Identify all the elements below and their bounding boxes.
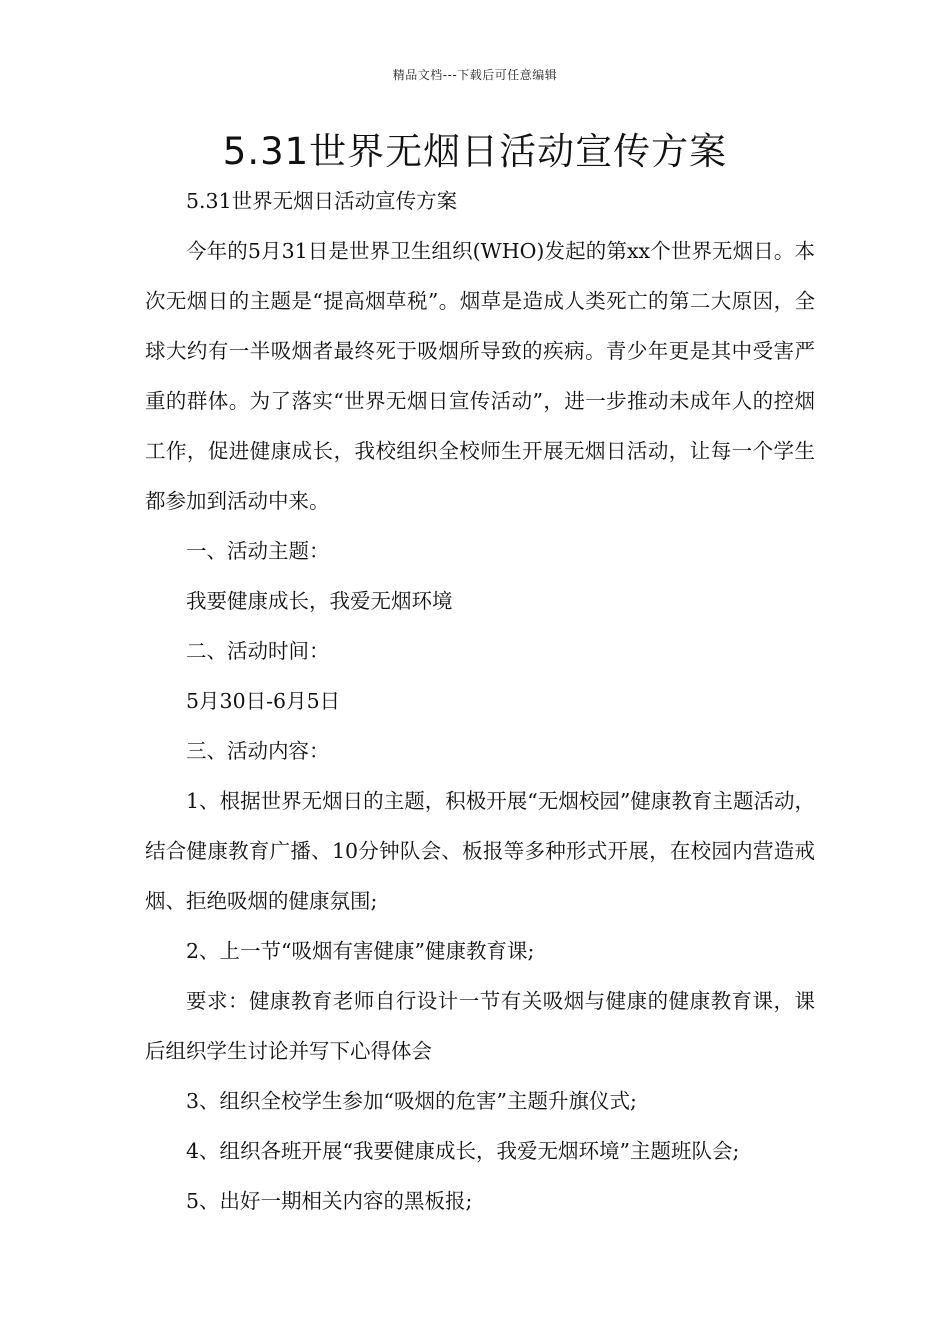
content-item-3: 3、组织全校学生参加“吸烟的危害”主题升旗仪式; <box>186 1089 637 1113</box>
subtitle-paragraph: 5.31世界无烟日活动宣传方案 <box>186 189 458 213</box>
content-item-5: 5、出好一期相关内容的黑板报; <box>186 1189 473 1213</box>
section-heading-content: 三、活动内容： <box>186 739 330 763</box>
theme-text: 我要健康成长，我爱无烟环境 <box>186 589 453 613</box>
document-body <box>145 176 815 1226</box>
header-note: 精品文档---下载后可任意编辑 <box>392 68 558 82</box>
section-heading-time: 二、活动时间： <box>186 639 330 663</box>
content-item-4: 4、组织各班开展“我要健康成长，我爱无烟环境”主题班队会; <box>186 1139 740 1163</box>
content-item-1: 1、根据世界无烟日的主题，积极开展“无烟校园”健康教育主题活动，结合健康教育广播、10分钟队会、板报等多种形式开展，在校园内营造戒烟、拒绝吸烟的健康氛围; <box>145 789 815 913</box>
time-text: 5月30日-6月5日 <box>186 689 341 713</box>
document-title: 5.31世界无烟日活动宣传方案 <box>222 130 728 173</box>
section-heading-theme: 一、活动主题： <box>186 539 330 563</box>
intro-paragraph: 今年的5月31日是世界卫生组织(WHO)发起的第xx个世界无烟日。本次无烟日的主题是“提高烟草税”。烟草是造成人类死亡的第二大原因，全球大约有一半吸烟者最终死于吸烟所导致的疾病。青少年更是其中受害严重的群体。为了落实“世界无烟日宣传活动”，进一步推动未成年人的控烟工作，促进健康成长，我校组织全校师生开展无烟日活动，让每一个学生都参加到活动中来。 <box>145 239 815 513</box>
content-item-2: 2、上一节“吸烟有害健康”健康教育课; <box>186 939 535 963</box>
content-requirement: 要求：健康教育老师自行设计一节有关吸烟与健康的健康教育课，课后组织学生讨论并写下心得体会 <box>145 989 815 1063</box>
